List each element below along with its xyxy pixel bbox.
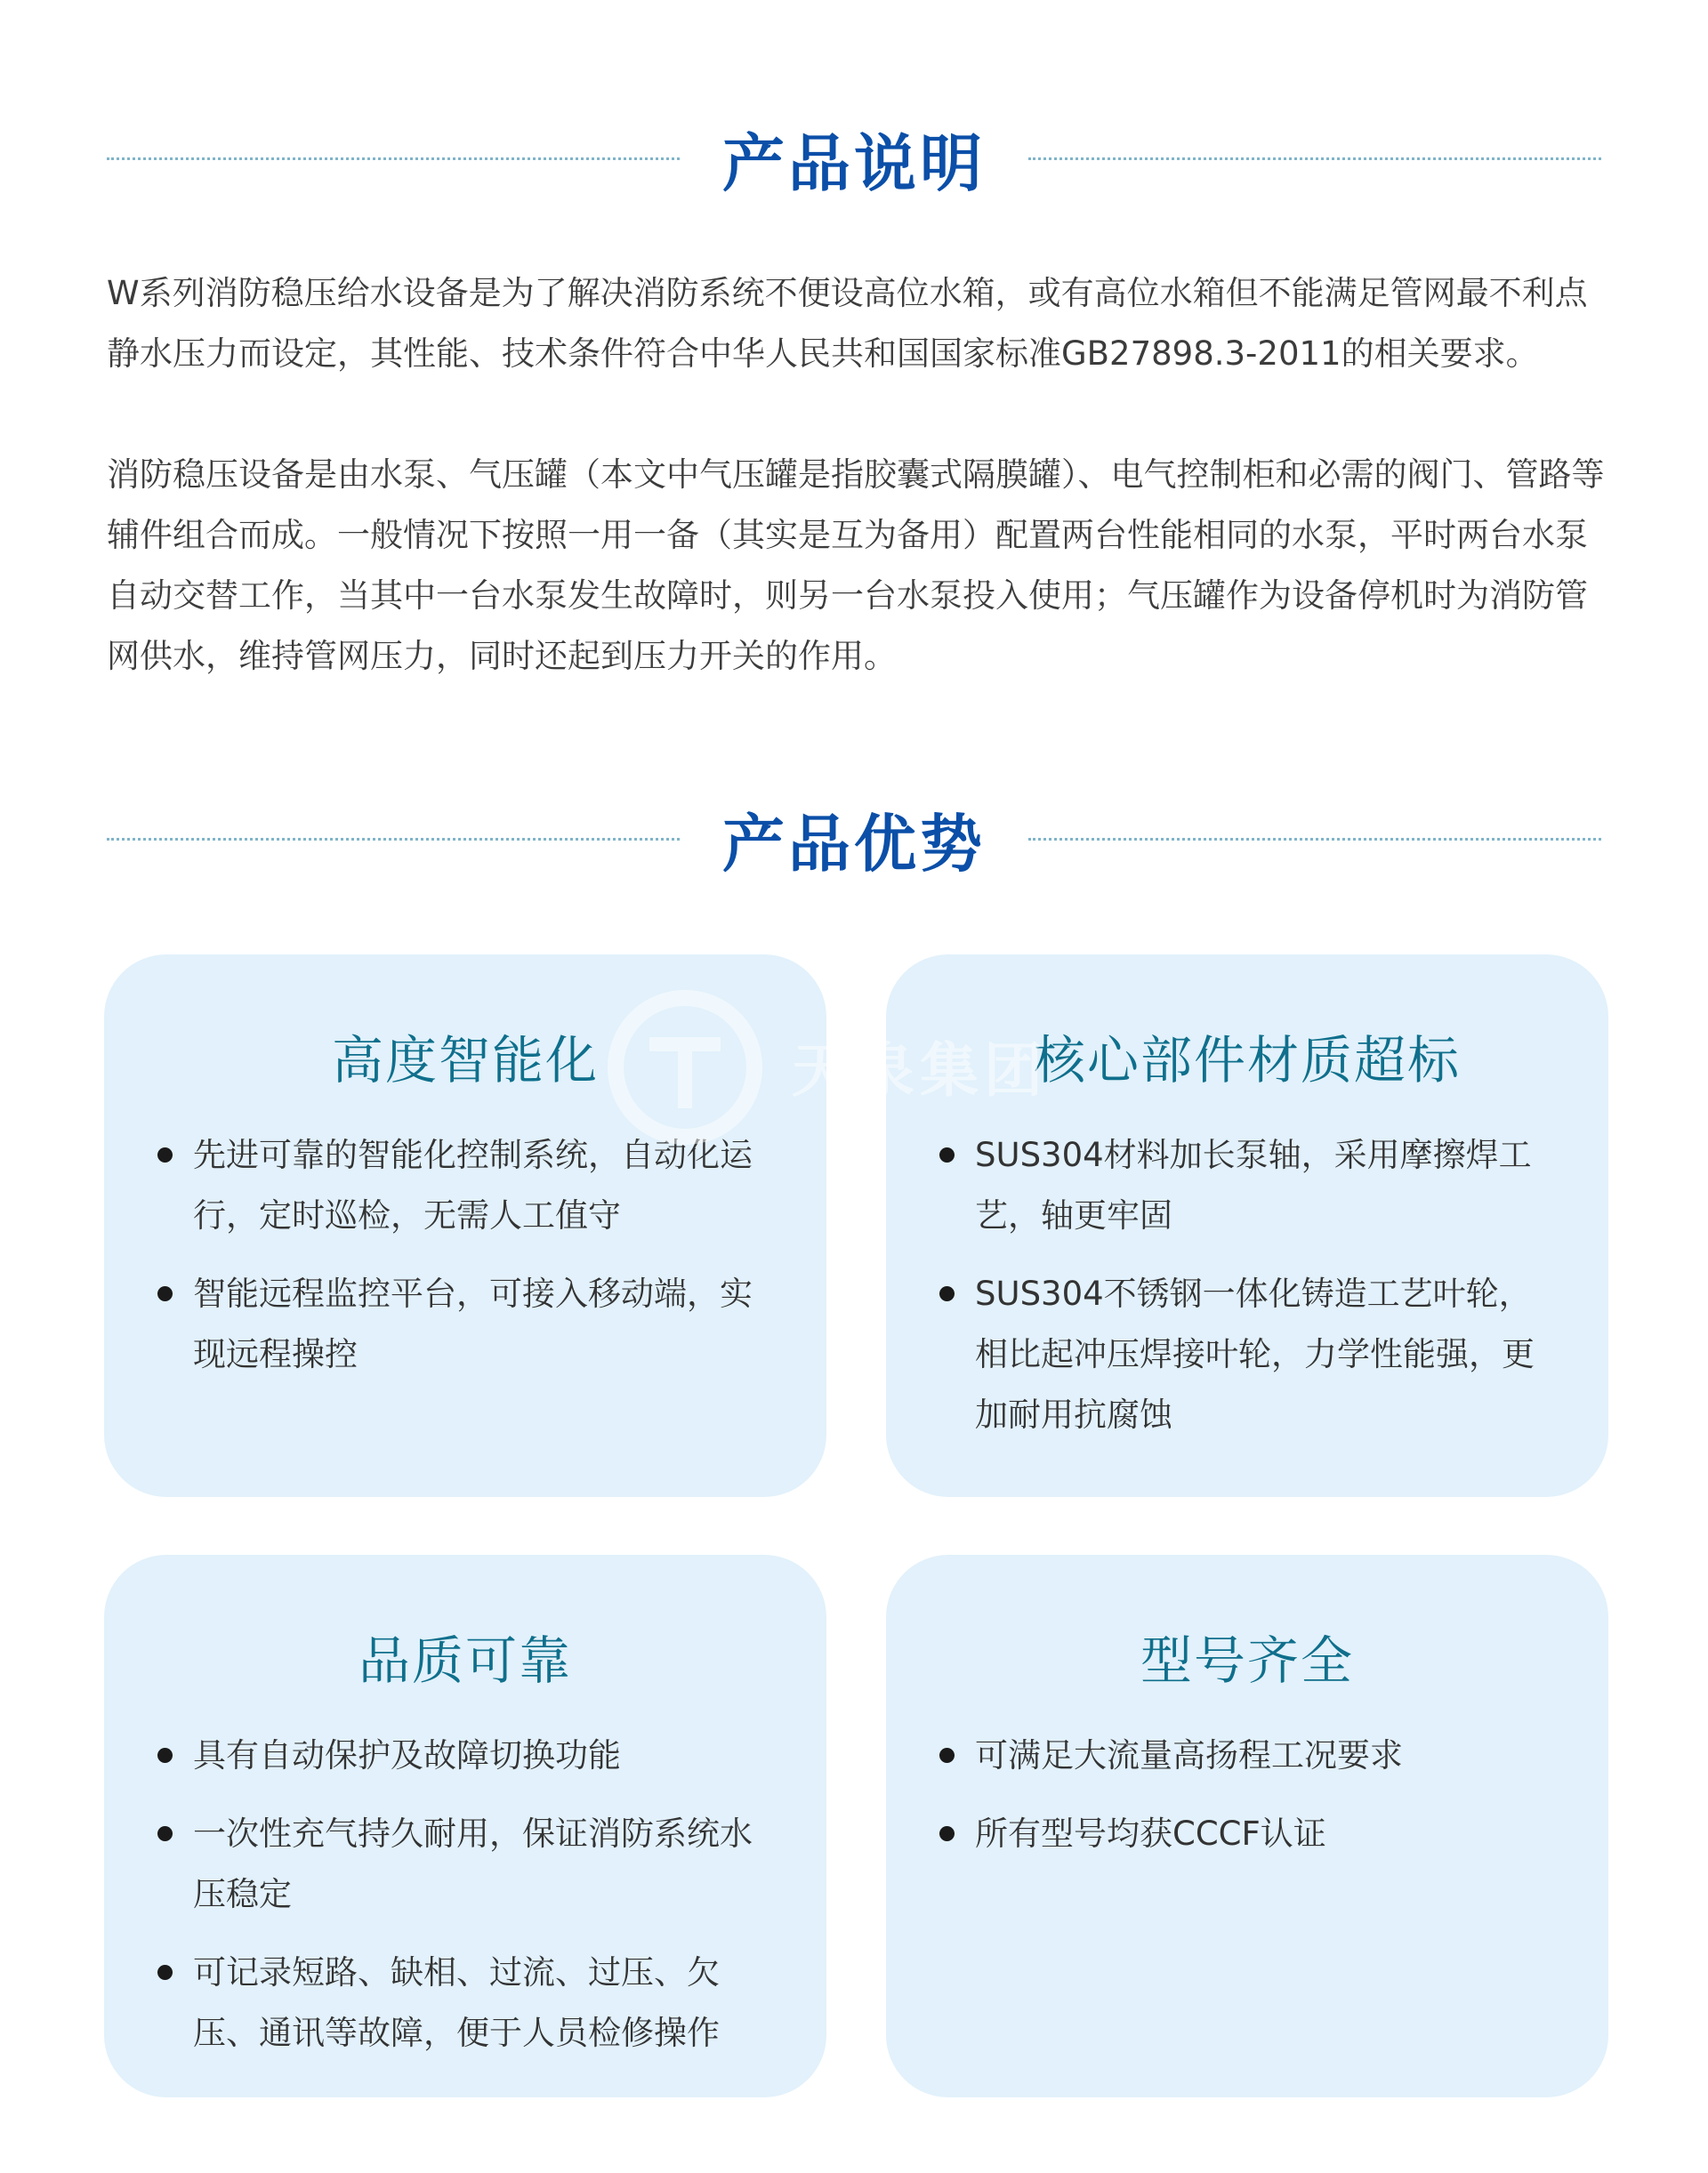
dotted-divider-left [107, 157, 680, 160]
description-paragraph-1: W系列消防稳压给水设备是为了解决消防系统不便设高位水箱，或有高位水箱但不能满足管网最不利点静水压力而设定，其性能、技术条件符合中华人民共和国国家标准GB27898.3-2011的相关要求。 [107, 274, 1588, 373]
list-item [939, 1125, 1555, 1246]
bullet-dot-icon [939, 1748, 955, 1763]
advantage-card-models [886, 1555, 1608, 2097]
list-item [157, 1943, 773, 2064]
dotted-divider-left [107, 838, 680, 841]
watermark-text: 天泉集团 [792, 1036, 1048, 1105]
section-title-advantages: 产品优势 [722, 807, 986, 881]
dotted-divider-right [1028, 157, 1601, 160]
advantage-card-intelligence [104, 954, 826, 1497]
list-item [157, 1804, 773, 1925]
list-item [157, 1125, 773, 1246]
list-item [939, 1804, 1555, 1864]
bullet-dot-icon [939, 1826, 955, 1841]
bullet-list [939, 1726, 1555, 1864]
bullet-dot-icon [939, 1286, 955, 1301]
bullet-dot-icon [157, 1147, 173, 1163]
bullet-dot-icon [939, 1147, 955, 1163]
bullet-dot-icon [157, 1286, 173, 1301]
list-item-text: 所有型号均获CCCF认证 [975, 1815, 1326, 1853]
advantage-card-materials [886, 954, 1608, 1497]
advantage-card-reliability [104, 1555, 826, 2097]
section-header-description [107, 114, 1601, 203]
section-title-description: 产品说明 [722, 126, 986, 200]
list-item [939, 1264, 1555, 1445]
description-paragraph-2: 消防稳压设备是由水泵、气压罐（本文中气压罐是指胶囊式隔膜罐）、电气控制柜和必需的阀门、管路等辅件组合而成。一般情况下按照一用一备（其实是互为备用）配置两台性能相同的水泵，平时两台水泵自动交替工作，当其中一台水泵发生故障时，则另一台水泵投入使用；气压罐作为设备停机时为消防管网供水，维持管网压力，同时还起到压力开关的作用。 [107, 455, 1605, 675]
bullet-list [157, 1726, 773, 2064]
bullet-list [939, 1125, 1555, 1445]
dotted-divider-right [1028, 838, 1601, 841]
list-item [939, 1726, 1555, 1786]
list-item-text: 可满足大流量高扬程工况要求 [975, 1736, 1403, 1775]
list-item-text: SUS304不锈钢一体化铸造工艺叶轮，相比起冲压焊接叶轮，力学性能强，更加耐用抗腐蚀 [975, 1275, 1535, 1434]
bullet-dot-icon [157, 1748, 173, 1763]
list-item [157, 1726, 773, 1786]
card-title: 型号齐全 [1140, 1630, 1354, 1691]
list-item-text: 具有自动保护及故障切换功能 [193, 1736, 621, 1775]
section-header-advantages [107, 794, 1601, 883]
card-title: 品质可靠 [358, 1630, 572, 1691]
list-item-text: 先进可靠的智能化控制系统，自动化运行，定时巡检，无需人工值守 [193, 1136, 753, 1235]
bullet-dot-icon [157, 1826, 173, 1841]
list-item-text: 智能远程监控平台，可接入移动端，实现远程操控 [193, 1275, 753, 1373]
bullet-dot-icon [157, 1965, 173, 1980]
list-item-text: 可记录短路、缺相、过流、过压、欠压、通讯等故障，便于人员检修操作 [193, 1953, 720, 2052]
list-item [157, 1264, 773, 1385]
card-title: 核心部件材质超标 [1033, 1030, 1461, 1091]
bullet-list [157, 1125, 773, 1385]
list-item-text: SUS304材料加长泵轴，采用摩擦焊工艺，轴更牢固 [975, 1136, 1532, 1235]
list-item-text: 一次性充气持久耐用，保证消防系统水压稳定 [193, 1815, 753, 1913]
card-title: 高度智能化 [331, 1030, 599, 1091]
